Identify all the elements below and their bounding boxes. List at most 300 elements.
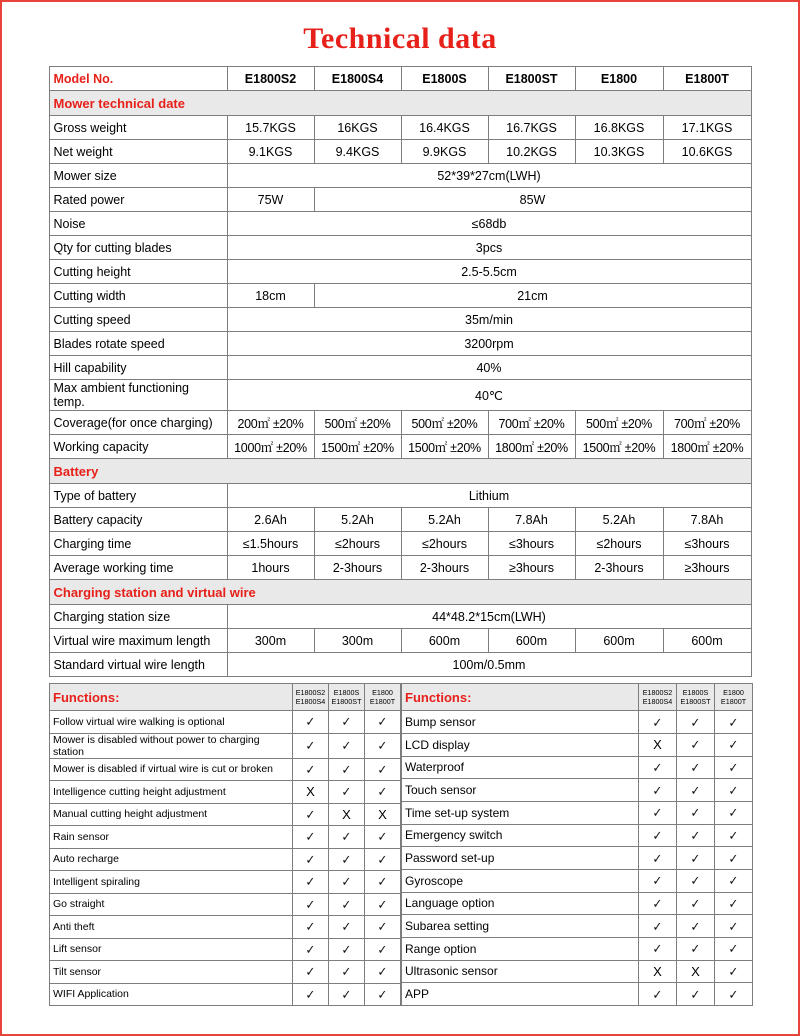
functions-column-header-bottom: E1800S4	[642, 697, 673, 707]
function-mark-check	[677, 892, 715, 915]
table-row	[49, 508, 751, 532]
row-value: 85W	[314, 188, 751, 212]
model-column-header: E1800S	[401, 67, 488, 91]
check-icon: ✓	[341, 941, 352, 957]
functions-column-header-top: E1800S	[333, 688, 360, 697]
check-icon: ✓	[305, 986, 316, 1002]
row-value: 500㎡ ±20%	[401, 411, 488, 435]
table-row	[49, 653, 751, 677]
row-value: 2-3hours	[575, 556, 663, 580]
function-mark-check	[715, 847, 753, 870]
row-label: Standard virtual wire length	[49, 653, 227, 677]
function-mark-x	[365, 803, 401, 826]
function-mark-check	[293, 961, 329, 984]
row-value: ≤2hours	[575, 532, 663, 556]
row-label: Type of battery	[49, 484, 227, 508]
cross-icon: X	[306, 784, 315, 800]
check-icon: ✓	[341, 784, 352, 800]
check-icon: ✓	[728, 986, 739, 1002]
function-mark-check	[365, 758, 401, 781]
check-icon: ✓	[377, 874, 388, 890]
check-icon: ✓	[305, 738, 316, 753]
check-icon: ✓	[341, 919, 352, 935]
row-value: 40℃	[227, 380, 751, 411]
function-row	[50, 803, 401, 826]
row-label: Cutting width	[49, 284, 227, 308]
function-row	[50, 938, 401, 961]
check-icon: ✓	[305, 919, 316, 935]
function-mark-check	[293, 871, 329, 894]
row-value: ≤2hours	[314, 532, 401, 556]
function-mark-check	[293, 826, 329, 849]
function-mark-check	[715, 892, 753, 915]
row-value: 52*39*27cm(LWH)	[227, 164, 751, 188]
function-mark-check	[365, 733, 401, 758]
function-label: Subarea setting	[402, 915, 639, 938]
function-mark-check	[715, 779, 753, 802]
check-icon: ✓	[341, 761, 352, 777]
check-icon: ✓	[341, 874, 352, 890]
functions-column-header-bottom: E1800T	[369, 697, 396, 706]
row-value: 9.4KGS	[314, 140, 401, 164]
function-mark-check	[677, 711, 715, 734]
function-row	[402, 733, 753, 756]
function-mark-check	[365, 848, 401, 871]
function-mark-check	[329, 758, 365, 781]
check-icon: ✓	[377, 896, 388, 912]
table-row	[49, 380, 751, 411]
table-row	[49, 435, 751, 459]
function-mark-check	[715, 869, 753, 892]
function-mark-check	[329, 961, 365, 984]
row-value: 500㎡ ±20%	[314, 411, 401, 435]
check-icon: ✓	[652, 918, 663, 934]
check-icon: ✓	[728, 873, 739, 889]
section-header-label: Battery	[49, 459, 751, 484]
check-icon: ✓	[305, 941, 316, 957]
function-mark-check	[329, 826, 365, 849]
row-value: 10.3KGS	[575, 140, 663, 164]
function-mark-check	[293, 848, 329, 871]
row-value: 75W	[227, 188, 314, 212]
row-value: ≤1.5hours	[227, 532, 314, 556]
function-row	[50, 781, 401, 804]
row-value: 16KGS	[314, 116, 401, 140]
function-mark-check	[715, 937, 753, 960]
row-value: ≥3hours	[663, 556, 751, 580]
function-mark-check	[639, 869, 677, 892]
function-mark-check	[365, 961, 401, 984]
function-mark-check	[365, 871, 401, 894]
function-row	[50, 826, 401, 849]
function-row	[402, 711, 753, 734]
row-label: Rated power	[49, 188, 227, 212]
function-label: Touch sensor	[402, 779, 639, 802]
table-row	[49, 556, 751, 580]
check-icon: ✓	[652, 714, 663, 730]
function-label: WIFI Application	[50, 983, 293, 1006]
function-label: Ultrasonic sensor	[402, 960, 639, 983]
cross-icon: X	[653, 737, 662, 753]
check-icon: ✓	[652, 782, 663, 798]
row-value: 200㎡ ±20%	[227, 411, 314, 435]
check-icon: ✓	[690, 850, 701, 866]
function-mark-check	[365, 916, 401, 939]
check-icon: ✓	[728, 963, 739, 979]
functions-column-header	[365, 684, 401, 711]
check-icon: ✓	[341, 738, 352, 753]
check-icon: ✓	[377, 738, 388, 753]
cross-icon: X	[653, 963, 662, 979]
row-label: Virtual wire maximum length	[49, 629, 227, 653]
check-icon: ✓	[728, 941, 739, 957]
function-mark-check	[293, 893, 329, 916]
row-value: 35m/min	[227, 308, 751, 332]
table-row	[49, 411, 751, 435]
function-mark-check	[677, 779, 715, 802]
check-icon: ✓	[305, 806, 316, 822]
check-icon: ✓	[728, 759, 739, 775]
check-icon: ✓	[341, 986, 352, 1002]
function-label: Mower is disabled without power to charging station	[50, 733, 293, 758]
functions-column-header	[715, 684, 753, 711]
row-value: 18cm	[227, 284, 314, 308]
function-row	[402, 869, 753, 892]
check-icon: ✓	[341, 714, 352, 730]
function-label: Manual cutting height adjustment	[50, 803, 293, 826]
functions-column-header-bottom: E1800ST	[331, 697, 362, 706]
functions-column-header-top: E1800S2	[642, 688, 673, 698]
function-mark-check	[677, 801, 715, 824]
check-icon: ✓	[377, 784, 388, 800]
row-label: Blades rotate speed	[49, 332, 227, 356]
function-mark-check	[639, 937, 677, 960]
cross-icon: X	[691, 963, 700, 979]
function-row	[50, 758, 401, 781]
check-icon: ✓	[377, 829, 388, 845]
row-value: 2.6Ah	[227, 508, 314, 532]
function-mark-check	[365, 983, 401, 1006]
row-label: Average working time	[49, 556, 227, 580]
model-header-row	[49, 67, 751, 91]
cross-icon: X	[342, 806, 351, 822]
row-label: Cutting speed	[49, 308, 227, 332]
function-mark-check	[293, 916, 329, 939]
function-mark-check	[329, 938, 365, 961]
function-mark-x	[677, 960, 715, 983]
function-mark-check	[639, 915, 677, 938]
table-row	[49, 629, 751, 653]
row-value: 16.7KGS	[488, 116, 575, 140]
check-icon: ✓	[305, 851, 316, 867]
check-icon: ✓	[652, 805, 663, 821]
row-label: Working capacity	[49, 435, 227, 459]
function-mark-check	[715, 824, 753, 847]
row-value: 600m	[663, 629, 751, 653]
model-column-header: E1800T	[663, 67, 751, 91]
function-mark-check	[715, 960, 753, 983]
row-value: 300m	[314, 629, 401, 653]
function-mark-check	[715, 733, 753, 756]
functions-header-label: Functions:	[50, 684, 293, 711]
function-mark-check	[677, 847, 715, 870]
function-row	[50, 871, 401, 894]
function-row	[402, 892, 753, 915]
check-icon: ✓	[652, 850, 663, 866]
function-mark-check	[329, 711, 365, 734]
functions-column-header	[639, 684, 677, 711]
function-mark-check	[365, 826, 401, 849]
row-value: 1500㎡ ±20%	[314, 435, 401, 459]
row-value: 600m	[401, 629, 488, 653]
check-icon: ✓	[690, 805, 701, 821]
function-row	[402, 756, 753, 779]
function-mark-check	[329, 893, 365, 916]
check-icon: ✓	[690, 941, 701, 957]
function-mark-check	[715, 983, 753, 1006]
function-label: Time set-up system	[402, 801, 639, 824]
check-icon: ✓	[728, 850, 739, 866]
function-label: Follow virtual wire walking is optional	[50, 711, 293, 734]
row-value: 44*48.2*15cm(LWH)	[227, 605, 751, 629]
function-label: Intelligence cutting height adjustment	[50, 781, 293, 804]
check-icon: ✓	[652, 827, 663, 843]
table-row	[49, 260, 751, 284]
row-value: ≤3hours	[488, 532, 575, 556]
function-row	[402, 779, 753, 802]
check-icon: ✓	[377, 919, 388, 935]
functions-column-header-top: E1800	[723, 688, 744, 698]
functions-column-header-top: E1800S2	[295, 688, 326, 697]
check-icon: ✓	[690, 827, 701, 843]
table-row	[49, 605, 751, 629]
table-row	[49, 356, 751, 380]
check-icon: ✓	[305, 896, 316, 912]
check-icon: ✓	[652, 941, 663, 957]
function-label: Password set-up	[402, 847, 639, 870]
function-mark-check	[293, 803, 329, 826]
check-icon: ✓	[728, 895, 739, 911]
check-icon: ✓	[728, 737, 739, 753]
function-label: Mower is disabled if virtual wire is cut or broken	[50, 758, 293, 781]
row-value: 600m	[488, 629, 575, 653]
function-mark-check	[329, 871, 365, 894]
check-icon: ✓	[728, 827, 739, 843]
function-row	[50, 711, 401, 734]
function-label: Rain sensor	[50, 826, 293, 849]
row-label: Charging time	[49, 532, 227, 556]
check-icon: ✓	[377, 714, 388, 730]
table-row	[49, 284, 751, 308]
function-mark-check	[677, 983, 715, 1006]
check-icon: ✓	[652, 759, 663, 775]
check-icon: ✓	[341, 964, 352, 980]
row-value: 100m/0.5mm	[227, 653, 751, 677]
check-icon: ✓	[690, 873, 701, 889]
row-value: ≤68db	[227, 212, 751, 236]
functions-column-header-bottom: E1800S4	[295, 697, 326, 706]
table-row	[49, 164, 751, 188]
row-value: 40%	[227, 356, 751, 380]
functions-column-header	[329, 684, 365, 711]
section-header-row	[49, 91, 751, 116]
row-label: Net weight	[49, 140, 227, 164]
row-label: Hill capability	[49, 356, 227, 380]
table-row	[49, 188, 751, 212]
check-icon: ✓	[728, 918, 739, 934]
function-mark-check	[365, 938, 401, 961]
function-label: Language option	[402, 892, 639, 915]
function-label: Waterproof	[402, 756, 639, 779]
check-icon: ✓	[690, 714, 701, 730]
table-row	[49, 116, 751, 140]
function-mark-check	[715, 711, 753, 734]
row-value: 700㎡ ±20%	[488, 411, 575, 435]
table-row	[49, 532, 751, 556]
function-label: Tilt sensor	[50, 961, 293, 984]
functions-header-label: Functions:	[402, 684, 639, 711]
row-value: 5.2Ah	[401, 508, 488, 532]
function-label: Lift sensor	[50, 938, 293, 961]
check-icon: ✓	[690, 782, 701, 798]
row-value: 1800㎡ ±20%	[488, 435, 575, 459]
function-mark-check	[329, 848, 365, 871]
function-mark-x	[639, 960, 677, 983]
check-icon: ✓	[305, 714, 316, 730]
function-mark-check	[329, 781, 365, 804]
check-icon: ✓	[690, 918, 701, 934]
function-mark-check	[639, 801, 677, 824]
function-row	[402, 915, 753, 938]
row-value: 16.8KGS	[575, 116, 663, 140]
check-icon: ✓	[377, 964, 388, 980]
page-title: Technical data	[303, 22, 497, 55]
function-mark-check	[329, 983, 365, 1006]
model-column-header: E1800S2	[227, 67, 314, 91]
model-column-header: E1800S4	[314, 67, 401, 91]
row-value: 1500㎡ ±20%	[575, 435, 663, 459]
function-mark-check	[293, 938, 329, 961]
function-label: Bump sensor	[402, 711, 639, 734]
function-label: Go straight	[50, 893, 293, 916]
function-label: LCD display	[402, 733, 639, 756]
function-row	[50, 733, 401, 758]
function-mark-check	[677, 869, 715, 892]
functions-column-header	[293, 684, 329, 711]
function-row	[402, 801, 753, 824]
functions-section	[49, 683, 751, 1006]
functions-header-row	[50, 684, 401, 711]
row-label: Battery capacity	[49, 508, 227, 532]
functions-column-header-top: E1800	[372, 688, 393, 697]
function-mark-check	[639, 756, 677, 779]
function-label: Intelligent spiraling	[50, 871, 293, 894]
check-icon: ✓	[305, 829, 316, 845]
row-value: 10.6KGS	[663, 140, 751, 164]
check-icon: ✓	[377, 941, 388, 957]
row-value: 600m	[575, 629, 663, 653]
function-mark-check	[293, 983, 329, 1006]
function-mark-check	[293, 758, 329, 781]
row-label: Mower size	[49, 164, 227, 188]
function-row	[402, 824, 753, 847]
row-value: 2.5-5.5cm	[227, 260, 751, 284]
row-value: 5.2Ah	[314, 508, 401, 532]
row-value: 3pcs	[227, 236, 751, 260]
row-label: Noise	[49, 212, 227, 236]
row-value: 17.1KGS	[663, 116, 751, 140]
row-value: 16.4KGS	[401, 116, 488, 140]
function-mark-check	[715, 915, 753, 938]
table-row	[49, 236, 751, 260]
row-value: 1hours	[227, 556, 314, 580]
check-icon: ✓	[690, 759, 701, 775]
function-row	[50, 983, 401, 1006]
function-mark-check	[677, 937, 715, 960]
section-header-row	[49, 580, 751, 605]
function-row	[50, 893, 401, 916]
function-label: Anti theft	[50, 916, 293, 939]
functions-header-row	[402, 684, 753, 711]
row-value: ≤3hours	[663, 532, 751, 556]
row-value: 7.8Ah	[488, 508, 575, 532]
function-mark-check	[677, 756, 715, 779]
check-icon: ✓	[377, 761, 388, 777]
row-value: 7.8Ah	[663, 508, 751, 532]
function-mark-check	[329, 733, 365, 758]
check-icon: ✓	[652, 873, 663, 889]
check-icon: ✓	[728, 805, 739, 821]
check-icon: ✓	[305, 874, 316, 890]
model-column-header: E1800ST	[488, 67, 575, 91]
row-value: ≤2hours	[401, 532, 488, 556]
row-label: Max ambient functioning temp.	[49, 380, 227, 411]
row-value: 300m	[227, 629, 314, 653]
function-mark-check	[639, 711, 677, 734]
function-label: APP	[402, 983, 639, 1006]
row-value: 21cm	[314, 284, 751, 308]
row-value: 9.1KGS	[227, 140, 314, 164]
section-header-label: Charging station and virtual wire	[49, 580, 751, 605]
check-icon: ✓	[305, 964, 316, 980]
row-value: 9.9KGS	[401, 140, 488, 164]
row-label: Qty for cutting blades	[49, 236, 227, 260]
row-value: 700㎡ ±20%	[663, 411, 751, 435]
function-mark-check	[293, 711, 329, 734]
function-mark-check	[329, 916, 365, 939]
check-icon: ✓	[305, 761, 316, 777]
function-mark-check	[677, 733, 715, 756]
function-mark-check	[365, 711, 401, 734]
function-label: Emergency switch	[402, 824, 639, 847]
row-label: Cutting height	[49, 260, 227, 284]
row-label: Coverage(for once charging)	[49, 411, 227, 435]
function-mark-check	[293, 733, 329, 758]
check-icon: ✓	[377, 986, 388, 1002]
row-value: 2-3hours	[401, 556, 488, 580]
function-mark-check	[639, 983, 677, 1006]
section-header-label: Mower technical date	[49, 91, 751, 116]
row-value: 1500㎡ ±20%	[401, 435, 488, 459]
row-label: Charging station size	[49, 605, 227, 629]
row-value: 500㎡ ±20%	[575, 411, 663, 435]
check-icon: ✓	[377, 851, 388, 867]
row-value: 3200rpm	[227, 332, 751, 356]
function-row	[50, 916, 401, 939]
check-icon: ✓	[690, 986, 701, 1002]
function-mark-check	[639, 847, 677, 870]
check-icon: ✓	[652, 895, 663, 911]
